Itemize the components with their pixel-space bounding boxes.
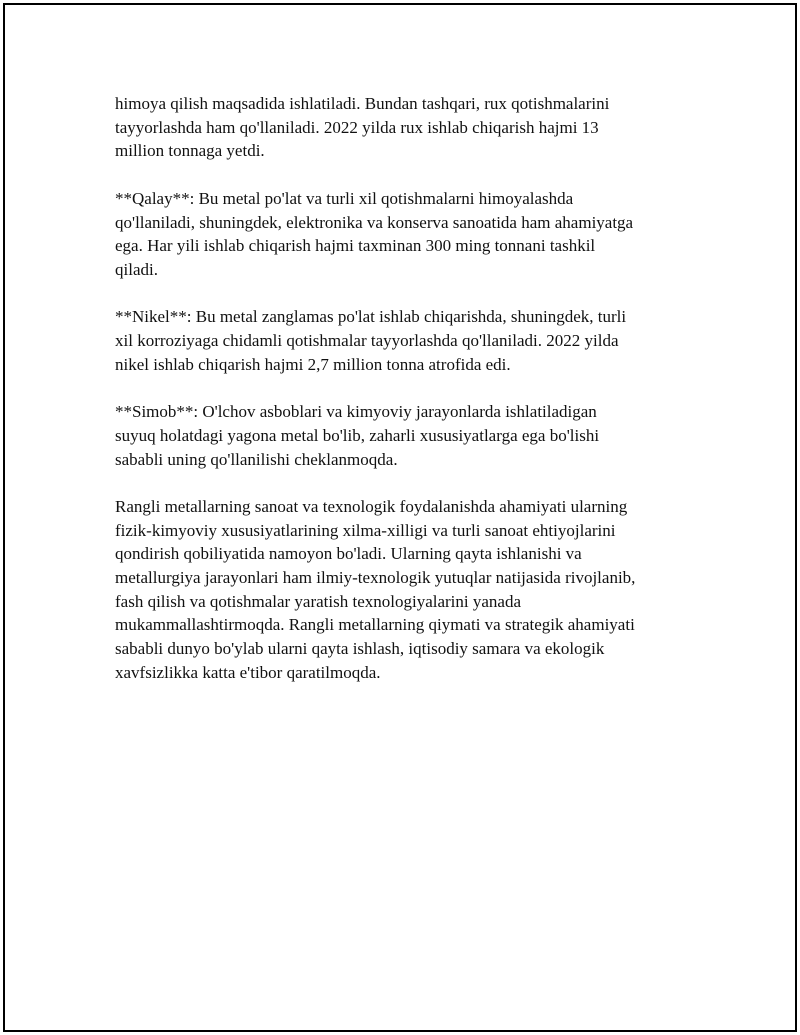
text-line: Rangli metallarning sanoat va texnologik foydalanishda ahamiyati ularning bbox=[115, 496, 628, 516]
paragraph-zinc-continued bbox=[115, 92, 685, 163]
text-line: qondirish qobiliyatida namoyon bo'ladi. Ularning qayta ishlanishi va bbox=[115, 544, 582, 564]
text-line: ega. Har yili ishlab chiqarish hajmi taxminan 300 ming tonnani tashkil bbox=[115, 236, 596, 256]
paragraph-conclusion bbox=[115, 495, 685, 685]
text-line: sababli dunyo bo'ylab ularni qayta ishlash, iqtisodiy samara va ekologik bbox=[115, 639, 605, 659]
paragraph-tin bbox=[115, 187, 685, 282]
text-line: suyuq holatdagi yagona metal bo'lib, zaharli xususiyatlarga ega bo'lishi bbox=[115, 425, 600, 445]
text-line: nikel ishlab chiqarish hajmi 2,7 million tonna atrofida edi. bbox=[115, 354, 511, 374]
document-body bbox=[115, 92, 685, 708]
text-line: metallurgiya jarayonlari ham ilmiy-texnologik yutuqlar natijasida rivojlanib, bbox=[115, 568, 636, 587]
text-line: fizik-kimyoviy xususiyatlarining xilma-xilligi va turli sanoat ehtiyojlarini bbox=[115, 520, 616, 540]
text-line: sababli uning qo'llanilishi cheklanmoqda. bbox=[115, 449, 398, 469]
text-line: qiladi. bbox=[115, 259, 158, 279]
text-line: **Simob**: O'lchov asboblari va kimyoviy jarayonlarda ishlatiladigan bbox=[115, 402, 597, 422]
text-line: million tonnaga yetdi. bbox=[115, 141, 265, 161]
paragraph-mercury bbox=[115, 400, 685, 471]
text-line: xil korroziyaga chidamli qotishmalar tayyorlashda qo'llaniladi. 2022 yilda bbox=[115, 331, 619, 350]
text-line: himoya qilish maqsadida ishlatiladi. Bundan tashqari, rux qotishmalarini bbox=[115, 94, 610, 113]
text-line: tayyorlashda ham qo'llaniladi. 2022 yilda rux ishlab chiqarish hajmi 13 bbox=[115, 117, 599, 137]
text-line: **Qalay**: Bu metal po'lat va turli xil qotishmalarni himoyalashda bbox=[115, 188, 574, 208]
text-line: mukammallashtirmoqda. Rangli metallarning qiymati va strategik ahamiyati bbox=[115, 615, 635, 635]
paragraph-nickel bbox=[115, 305, 685, 376]
text-line: qo'llaniladi, shuningdek, elektronika va konserva sanoatida ham ahamiyatga bbox=[115, 212, 634, 232]
text-line: **Nikel**: Bu metal zanglamas po'lat ishlab chiqarishda, shuningdek, turli bbox=[115, 307, 627, 327]
text-line: fash qilish va qotishmalar yaratish texnologiyalarini yanada bbox=[115, 591, 521, 611]
text-line: xavfsizlikka katta e'tibor qaratilmoqda. bbox=[115, 662, 381, 682]
